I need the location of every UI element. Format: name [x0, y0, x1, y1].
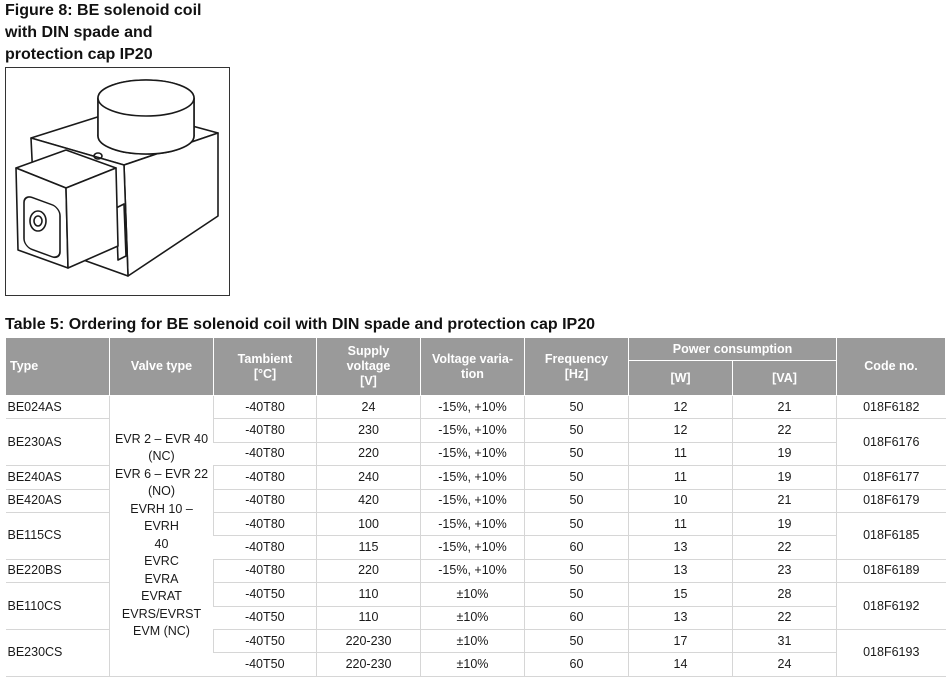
- cell-power-va: 19: [733, 466, 837, 489]
- cell-code: 018F6177: [837, 466, 946, 489]
- cell-code: 018F6176: [837, 419, 946, 466]
- cell-type: BE115CS: [6, 512, 110, 559]
- cell-tambient: -40T80: [214, 466, 317, 489]
- cell-code: 018F6189: [837, 559, 946, 582]
- cell-frequency: 50: [525, 466, 629, 489]
- cell-power-va: 23: [733, 559, 837, 582]
- cell-voltage: 220: [317, 442, 421, 465]
- cell-power-w: 14: [629, 653, 733, 676]
- header-frequency: [525, 338, 629, 396]
- valve-type-line: EVRC: [144, 554, 179, 569]
- solenoid-coil-illustration: [5, 67, 230, 296]
- cell-tambient: -40T50: [214, 583, 317, 606]
- cell-power-va: 21: [733, 396, 837, 419]
- valve-type-line: EVRA: [144, 571, 179, 586]
- cell-power-w: 11: [629, 512, 733, 535]
- cell-tambient: -40T80: [214, 489, 317, 512]
- cell-tambient: -40T50: [214, 629, 317, 652]
- header-frequency-line-2: [Hz]: [564, 366, 589, 381]
- cell-frequency: 50: [525, 442, 629, 465]
- cell-code: 018F6179: [837, 489, 946, 512]
- figure-title: [5, 0, 265, 66]
- header-power-consumption: Power consumption: [629, 338, 837, 361]
- cell-voltage: 100: [317, 512, 421, 535]
- cell-variation: ±10%: [421, 629, 525, 652]
- header-power-w: [W]: [629, 361, 733, 396]
- cell-type: BE240AS: [6, 466, 110, 489]
- valve-type-line: EVRAT: [141, 589, 182, 604]
- cell-type: BE230AS: [6, 419, 110, 466]
- valve-type-line: EVR 6 – EVR 22: [114, 466, 209, 481]
- header-voltage-variation-line-1: Voltage varia-: [431, 351, 514, 366]
- header-supply-voltage: [317, 338, 421, 396]
- cell-tambient: -40T80: [214, 419, 317, 442]
- cell-frequency: 50: [525, 583, 629, 606]
- ordering-table: [5, 337, 946, 677]
- cell-frequency: 50: [525, 396, 629, 419]
- valve-type-line: EVM (NC): [133, 624, 190, 639]
- figure-title-line-1: Figure 8: BE solenoid coil: [5, 2, 202, 19]
- cell-frequency: 60: [525, 653, 629, 676]
- cell-voltage: 420: [317, 489, 421, 512]
- header-voltage-variation: [421, 338, 525, 396]
- valve-type-line: EVRS/EVRST: [121, 606, 202, 621]
- cell-tambient: -40T50: [214, 606, 317, 629]
- cell-power-va: 24: [733, 653, 837, 676]
- cell-power-va: 19: [733, 512, 837, 535]
- cell-power-w: 12: [629, 396, 733, 419]
- cell-tambient: -40T80: [214, 536, 317, 559]
- valve-type-line: 40: [154, 536, 169, 551]
- cell-variation: -15%, +10%: [421, 489, 525, 512]
- cell-power-va: 21: [733, 489, 837, 512]
- cell-variation: -15%, +10%: [421, 466, 525, 489]
- cell-voltage: 220-230: [317, 653, 421, 676]
- valve-type-line: (NC): [148, 449, 175, 464]
- cell-voltage: 230: [317, 419, 421, 442]
- cell-voltage: 240: [317, 466, 421, 489]
- cell-variation: ±10%: [421, 606, 525, 629]
- cell-voltage: 220: [317, 559, 421, 582]
- cell-variation: -15%, +10%: [421, 559, 525, 582]
- header-tambient-line-2: [°C]: [253, 366, 277, 381]
- cell-power-w: 13: [629, 536, 733, 559]
- cell-voltage: 24: [317, 396, 421, 419]
- cell-variation: -15%, +10%: [421, 419, 525, 442]
- table-title: Table 5: Ordering for BE solenoid coil with DIN spade and protection cap IP20: [5, 316, 596, 333]
- cell-power-w: 15: [629, 583, 733, 606]
- cell-tambient: -40T50: [214, 653, 317, 676]
- cell-frequency: 50: [525, 559, 629, 582]
- cell-power-w: 17: [629, 629, 733, 652]
- header-supply-voltage-line-2: voltage: [346, 359, 391, 373]
- cell-variation: -15%, +10%: [421, 536, 525, 559]
- cell-frequency: 50: [525, 629, 629, 652]
- cell-type: BE230CS: [6, 629, 110, 676]
- cell-frequency: 60: [525, 606, 629, 629]
- valve-type-line: (NO): [147, 484, 176, 499]
- cell-code: 018F6193: [837, 629, 946, 676]
- cell-code: 018F6182: [837, 396, 946, 419]
- cell-power-va: 28: [733, 583, 837, 606]
- cell-power-va: 31: [733, 629, 837, 652]
- cell-frequency: 50: [525, 419, 629, 442]
- cell-variation: -15%, +10%: [421, 442, 525, 465]
- cell-type: BE110CS: [6, 583, 110, 630]
- cell-type: BE420AS: [6, 489, 110, 512]
- cell-variation: -15%, +10%: [421, 396, 525, 419]
- cell-type: BE220BS: [6, 559, 110, 582]
- cell-voltage: 220-230: [317, 629, 421, 652]
- cell-voltage: 110: [317, 606, 421, 629]
- cell-type: BE024AS: [6, 396, 110, 419]
- figure-title-line-2: with DIN spade and: [5, 24, 153, 41]
- cell-power-w: 13: [629, 606, 733, 629]
- cell-frequency: 50: [525, 489, 629, 512]
- cell-tambient: -40T80: [214, 559, 317, 582]
- header-tambient: [214, 338, 317, 396]
- header-valve-type: Valve type: [110, 338, 214, 396]
- header-frequency-line-1: Frequency: [544, 351, 609, 366]
- cell-power-w: 10: [629, 489, 733, 512]
- cell-power-va: 22: [733, 419, 837, 442]
- figure-title-line-3: protection cap IP20: [5, 46, 153, 63]
- cell-power-va: 22: [733, 606, 837, 629]
- cell-code: 018F6192: [837, 583, 946, 630]
- cell-voltage: 115: [317, 536, 421, 559]
- cell-frequency: 50: [525, 512, 629, 535]
- cell-code: 018F6185: [837, 512, 946, 559]
- header-power-va: [VA]: [733, 361, 837, 396]
- cell-power-w: 11: [629, 442, 733, 465]
- cell-tambient: -40T80: [214, 396, 317, 419]
- cell-tambient: -40T80: [214, 512, 317, 535]
- cell-power-w: 12: [629, 419, 733, 442]
- cell-frequency: 60: [525, 536, 629, 559]
- valve-type-line: EVR 2 – EVR 40: [114, 431, 209, 446]
- cell-tambient: -40T80: [214, 442, 317, 465]
- cell-power-w: 13: [629, 559, 733, 582]
- header-supply-voltage-line-1: Supply: [347, 344, 390, 358]
- solenoid-coil-drawing: [6, 68, 229, 295]
- cell-power-va: 19: [733, 442, 837, 465]
- cell-variation: ±10%: [421, 653, 525, 676]
- table-row: [6, 396, 946, 419]
- header-voltage-variation-line-2: tion: [461, 366, 484, 381]
- cell-variation: ±10%: [421, 583, 525, 606]
- header-tambient-line-1: Tambient: [237, 351, 293, 366]
- header-code-no: Code no.: [837, 338, 946, 396]
- cell-power-w: 11: [629, 466, 733, 489]
- cell-valve-type: [110, 396, 214, 677]
- cell-voltage: 110: [317, 583, 421, 606]
- cell-power-va: 22: [733, 536, 837, 559]
- cell-variation: -15%, +10%: [421, 512, 525, 535]
- header-supply-voltage-line-3: [V]: [360, 374, 377, 388]
- valve-type-line: EVRH 10 – EVRH: [130, 501, 193, 534]
- header-type: Type: [6, 338, 110, 396]
